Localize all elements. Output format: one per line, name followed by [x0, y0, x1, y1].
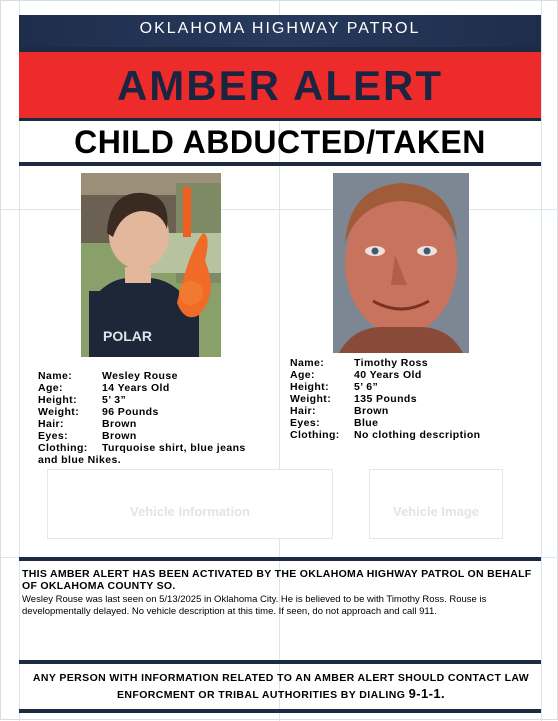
agency-name: OKLAHOMA HIGHWAY PATROL	[139, 20, 421, 37]
hair-label: Hair:	[38, 418, 64, 430]
name-label: Name:	[38, 370, 73, 382]
clothing-label: Clothing:	[38, 442, 88, 454]
vehicle-image-box	[369, 469, 503, 539]
age-label: Age:	[290, 369, 315, 381]
divider	[19, 162, 541, 166]
alert-banner	[19, 15, 541, 121]
guide-line	[541, 1, 542, 721]
vehicle-info-box	[47, 469, 333, 539]
page-title: CHILD ABDUCTED/TAKEN	[74, 124, 486, 160]
child-age: 14 Years Old	[102, 382, 170, 394]
child-weight: 96 Pounds	[102, 406, 159, 418]
suspect-height: 5’ 6”	[354, 381, 379, 393]
eyes-label: Eyes:	[290, 417, 321, 429]
suspect-hair: Brown	[354, 405, 389, 417]
child-clothing: Turquoise shirt, blue jeans	[102, 442, 246, 454]
eyes-label: Eyes:	[38, 430, 69, 442]
child-hair: Brown	[102, 418, 137, 430]
child-name: Wesley Rouse	[102, 370, 178, 382]
divider	[19, 709, 541, 713]
suspect-clothing: No clothing description	[354, 429, 481, 441]
child-clothing-cont: and blue Nikes.	[38, 454, 122, 466]
vehicle-info-label: Vehicle Information	[130, 504, 250, 519]
shirt-print: POLAR	[103, 328, 152, 344]
child-details	[38, 370, 268, 466]
child-height: 5’ 3”	[102, 394, 127, 406]
divider	[19, 660, 541, 664]
age-label: Age:	[38, 382, 63, 394]
name-label: Name:	[290, 357, 325, 369]
child-eyes: Brown	[102, 430, 137, 442]
case-description: Wesley Rouse was last seen on 5/13/2025 in Oklahoma City. He is believed to be with Timothy Ross. Rouse is developmentally delayed. No vehicle description at this time. If seen, do not approach and call 911.	[22, 594, 487, 617]
height-label: Height:	[290, 381, 329, 393]
banner-bottom-band	[19, 118, 541, 121]
alert-type-title: AMBER ALERT	[116, 62, 444, 109]
suspect-name: Timothy Ross	[354, 357, 429, 369]
contact-notice	[29, 671, 533, 703]
height-label: Height:	[38, 394, 77, 406]
weight-label: Weight:	[38, 406, 80, 418]
hair-label: Hair:	[290, 405, 316, 417]
suspect-age: 40 Years Old	[354, 369, 422, 381]
suspect-eyes: Blue	[354, 417, 379, 429]
emergency-number: 9-1-1.	[408, 686, 445, 701]
clothing-label: Clothing:	[290, 429, 340, 441]
suspect-weight: 135 Pounds	[354, 393, 417, 405]
vehicle-image-label: Vehicle Image	[393, 504, 479, 519]
weight-label: Weight:	[290, 393, 332, 405]
divider	[19, 557, 541, 561]
child-photo	[81, 173, 221, 357]
suspect-photo	[333, 173, 469, 353]
contact-text: ANY PERSON WITH INFORMATION RELATED TO AN AMBER ALERT SHOULD CONTACT LAW ENFORCMENT OR TRIBAL AUTHORITIES BY DIALING	[32, 672, 530, 701]
suspect-details	[290, 357, 530, 441]
activation-statement: THIS AMBER ALERT HAS BEEN ACTIVATED BY THE OKLAHOMA HIGHWAY PATROL ON BEHALF OF OKLAHOMA COUNTY SO.	[22, 568, 532, 592]
